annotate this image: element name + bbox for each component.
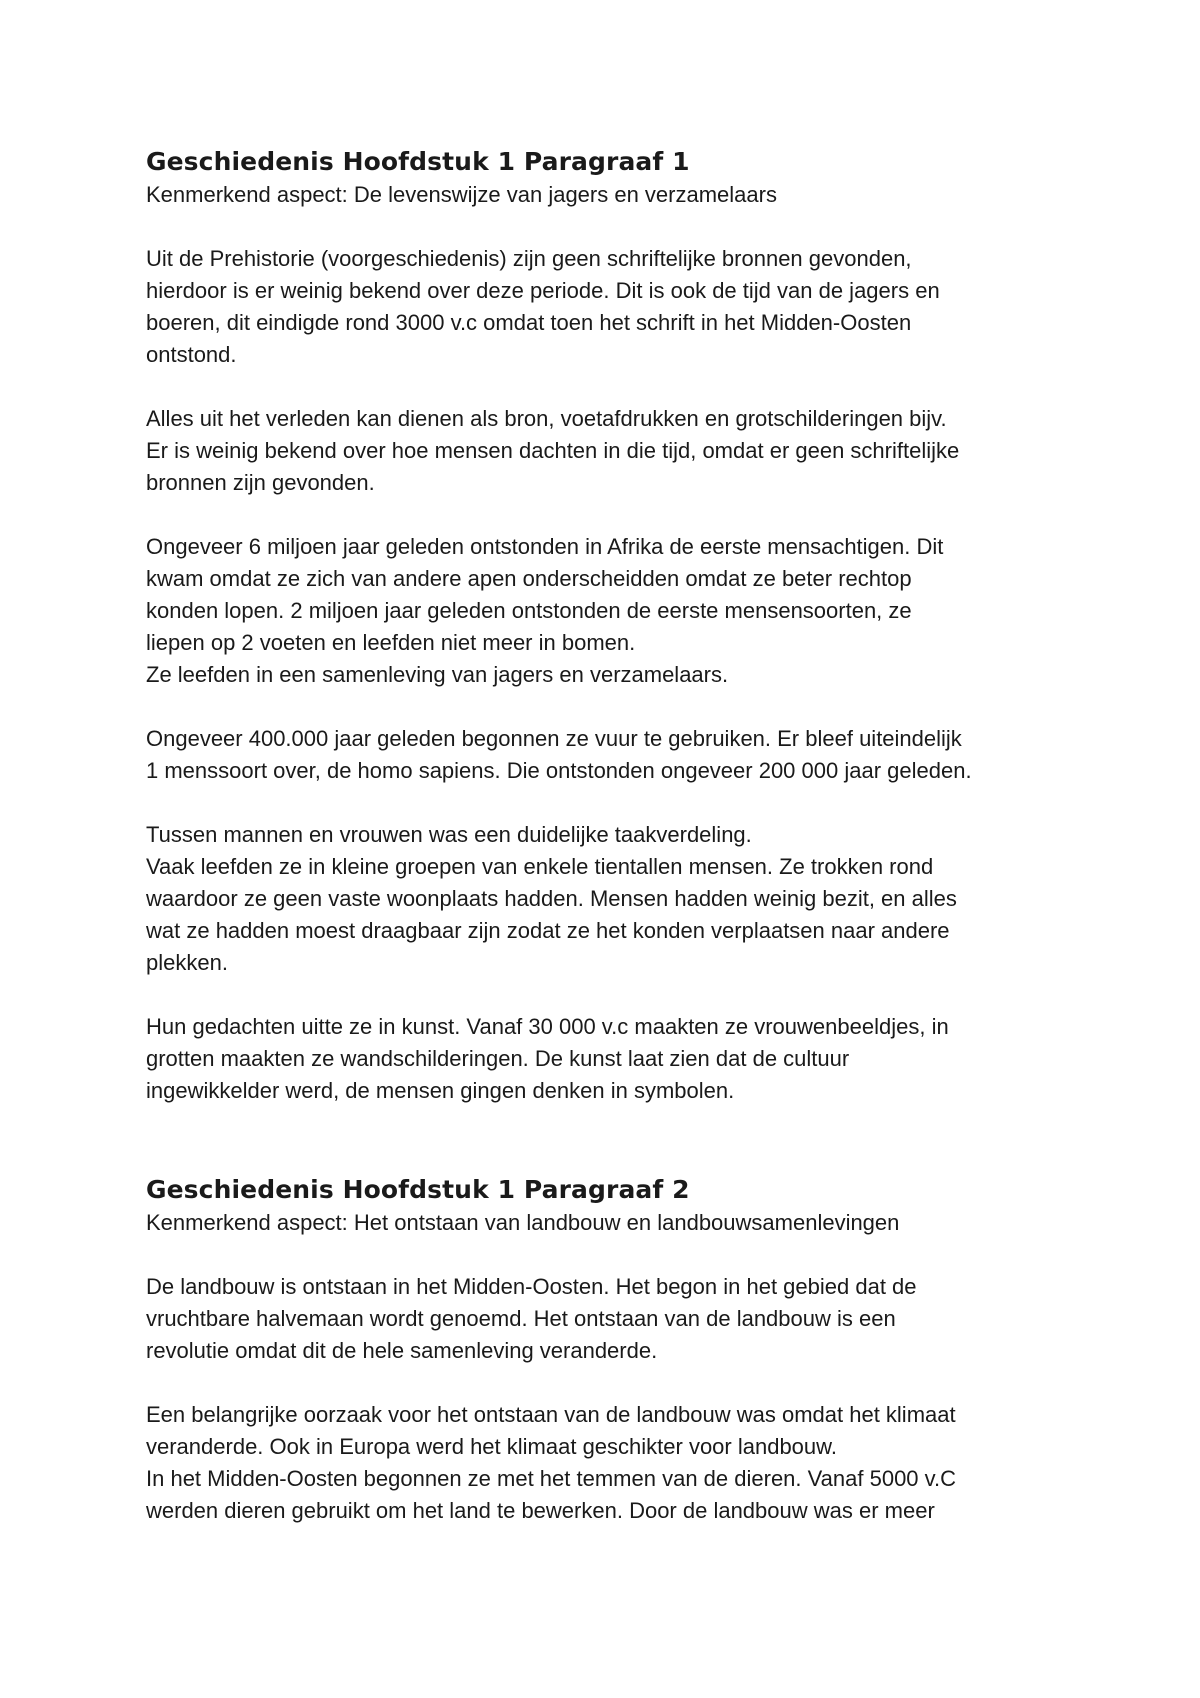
text-line: werden dieren gebruikt om het land te bewerken. Door de landbouw was er meer (146, 1498, 935, 1523)
paragraph (146, 243, 1076, 371)
text-line: ontstond. (146, 342, 237, 367)
text-line: Alles uit het verleden kan dienen als bron, voetafdrukken en grotschilderingen bijv. (146, 406, 947, 431)
text-line: Uit de Prehistorie (voorgeschiedenis) zijn geen schriftelijke bronnen gevonden, (146, 246, 912, 271)
text-line: Ongeveer 400.000 jaar geleden begonnen ze vuur te gebruiken. Er bleef uiteindelijk (146, 726, 962, 751)
text-line: ingewikkelder werd, de mensen gingen denken in symbolen. (146, 1078, 735, 1103)
section-heading: Geschiedenis Hoofdstuk 1 Paragraaf 1 (146, 147, 690, 176)
text-line: hierdoor is er weinig bekend over deze periode. Dit is ook de tijd van de jagers en (146, 278, 940, 303)
paragraph (146, 723, 1076, 787)
paragraph (146, 403, 1076, 499)
paragraph (146, 1011, 1076, 1107)
text-line: vruchtbare halvemaan wordt genoemd. Het ontstaan van de landbouw is een (146, 1306, 896, 1331)
text-line: boeren, dit eindigde rond 3000 v.c omdat toen het schrift in het Midden-Oosten (146, 310, 912, 335)
paragraph (146, 1271, 1076, 1367)
text-line: Een belangrijke oorzaak voor het ontstaan van de landbouw was omdat het klimaat (146, 1402, 956, 1427)
paragraph (146, 531, 1076, 691)
text-line: revolutie omdat dit de hele samenleving veranderde. (146, 1338, 658, 1363)
text-line: Hun gedachten uitte ze in kunst. Vanaf 30 000 v.c maakten ze vrouwenbeeldjes, in (146, 1014, 949, 1039)
text-line: Vaak leefden ze in kleine groepen van enkele tientallen mensen. Ze trokken rond (146, 854, 934, 879)
text-line: plekken. (146, 950, 228, 975)
text-line: Er is weinig bekend over hoe mensen dachten in die tijd, omdat er geen schriftelijke (146, 438, 960, 463)
section-heading: Geschiedenis Hoofdstuk 1 Paragraaf 2 (146, 1175, 690, 1204)
text-line: Ongeveer 6 miljoen jaar geleden ontstonden in Afrika de eerste mensachtigen. Dit (146, 534, 944, 559)
text-line: bronnen zijn gevonden. (146, 470, 375, 495)
paragraph (146, 819, 1076, 979)
text-line: De landbouw is ontstaan in het Midden-Oosten. Het begon in het gebied dat de (146, 1274, 917, 1299)
text-line: In het Midden-Oosten begonnen ze met het temmen van de dieren. Vanaf 5000 v.C (146, 1466, 957, 1491)
text-line: waardoor ze geen vaste woonplaats hadden. Mensen hadden weinig bezit, en alles (146, 886, 957, 911)
document-page (146, 145, 1076, 1527)
text-line: grotten maakten ze wandschilderingen. De kunst laat zien dat de cultuur (146, 1046, 850, 1071)
section-subtitle: Kenmerkend aspect: De levenswijze van jagers en verzamelaars (146, 182, 777, 207)
text-line: kwam omdat ze zich van andere apen onderscheidden omdat ze beter rechtop (146, 566, 912, 591)
paragraph (146, 1399, 1076, 1527)
section-paragraaf-1 (146, 145, 1076, 1107)
text-line: konden lopen. 2 miljoen jaar geleden ontstonden de eerste mensensoorten, ze (146, 598, 912, 623)
section-subtitle: Kenmerkend aspect: Het ontstaan van landbouw en landbouwsamenlevingen (146, 1210, 900, 1235)
text-line: Tussen mannen en vrouwen was een duidelijke taakverdeling. (146, 822, 752, 847)
text-line: 1 menssoort over, de homo sapiens. Die ontstonden ongeveer 200 000 jaar geleden. (146, 758, 972, 783)
text-line: liepen op 2 voeten en leefden niet meer in bomen. (146, 630, 636, 655)
text-line: Ze leefden in een samenleving van jagers en verzamelaars. (146, 662, 729, 687)
text-line: veranderde. Ook in Europa werd het klimaat geschikter voor landbouw. (146, 1434, 837, 1459)
text-line: wat ze hadden moest draagbaar zijn zodat ze het konden verplaatsen naar andere (146, 918, 950, 943)
section-paragraaf-2 (146, 1173, 1076, 1527)
